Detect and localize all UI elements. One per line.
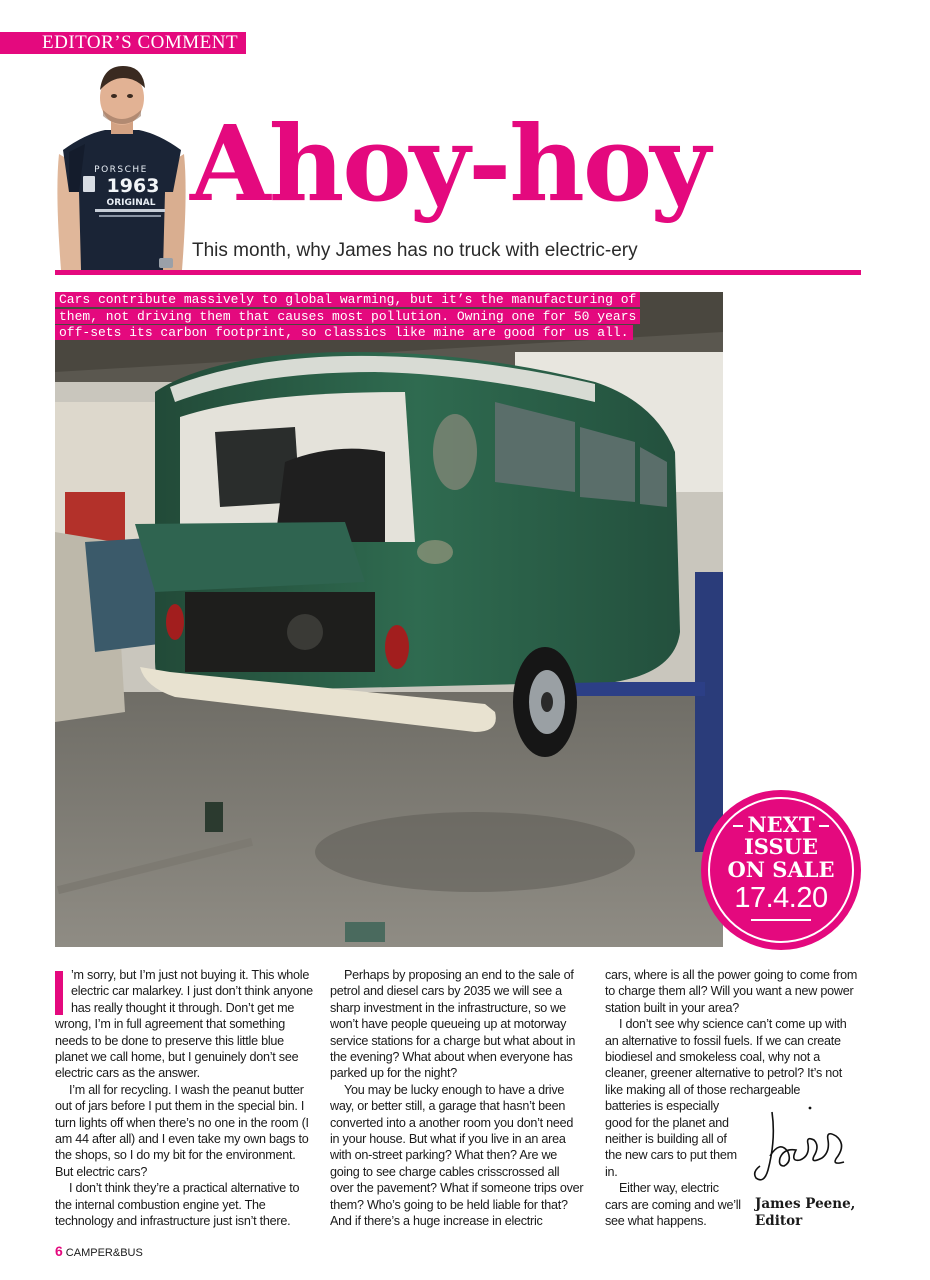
badge-underline: [751, 919, 811, 921]
campervan-photo: [55, 292, 723, 947]
page-folio: [55, 1243, 143, 1259]
signoff-role: Editor: [755, 1213, 803, 1229]
section-tag: EDITOR’S COMMENT: [0, 32, 246, 54]
editor-signature: [750, 1100, 860, 1190]
badge-line-issue: ISSUE: [743, 834, 818, 859]
paragraph: I don’t think they’re a practical alternative to the internal combustion engine yet. The technology and infrastructure just isn’t there.: [55, 1181, 300, 1229]
paragraph: Either way, electric cars are coming and we’ll see what happens.: [605, 1181, 741, 1229]
paragraph: cars, where is all the power going to come from to charge them all? Will you want a new power station built in your area?: [605, 968, 858, 1015]
badge-line-on-sale: ON SALE: [727, 857, 835, 882]
photo-caption-text: Cars contribute massively to global warming, but it’s the manufacturing of them, not driving them that causes most pollution. Owning one for 50 years off-sets its carbon footprint, so classics like mine are good for us all.: [55, 292, 640, 340]
editor-portrait: [55, 62, 188, 270]
shirt-label: ORIGINAL: [106, 198, 156, 208]
paragraph: I don’t see why science can’t come up with an alternative to fossil fuels. If we can create biodiesel and smokeless coal, why not a cleaner, greener alternative to petrol? It’s not like making all of those rechargeable: [605, 1017, 847, 1097]
next-issue-badge: [701, 790, 861, 950]
page-number: 6: [55, 1243, 63, 1259]
standfirst: This month, why James has no truck with electric-ery: [192, 240, 638, 261]
badge-line-next: NEXT: [747, 812, 815, 837]
paragraph: ’m sorry, but I’m just not buying it. This whole electric car malarkey. I just don’t think anyone has really thought it through. Don’t get me wrong, I’m in full agreement that something needs to be done to preserve this little blue planet we call home, but I genuinely don’t see electric cars as the answer.: [55, 968, 313, 1081]
badge-date: 17.4.20: [734, 882, 828, 914]
body-column-1: [55, 967, 313, 1230]
body-column-3: [605, 967, 861, 1230]
body-column-3-narrow: [605, 1098, 743, 1229]
paragraph: batteries is especially good for the planet and neither is building all of the new cars to put them in.: [605, 1099, 737, 1179]
signoff-name: James Peene,: [755, 1196, 856, 1212]
paragraph: Perhaps by proposing an end to the sale of petrol and diesel cars by 2035 we will see a sharp investment in the infrastructure, so we won’t have people queueing up at motorway service stations for a charge but what about in the evening? What about when everyone has parked up for the night?: [330, 968, 576, 1081]
signoff: [755, 1196, 855, 1230]
header-rule: [55, 270, 861, 275]
headline: Ahoy-hoy: [190, 102, 709, 225]
drop-cap: [55, 971, 63, 1015]
magazine-name: CAMPER&BUS: [65, 1247, 143, 1259]
shirt-brand: PORSCHE: [94, 165, 148, 175]
paragraph: You may be lucky enough to have a drive way, or better still, a garage that hasn’t been converted into a another room you don’t need in your house. But what if you live in an area with on-street parking? What then? Are we going to see charge cables crisscrossed all over the pavement? What if someone trips over them? Who’s going to be held liable for that? And if there’s a huge increase in electric: [330, 1082, 584, 1229]
photo-caption: [55, 292, 665, 342]
paragraph: I’m all for recycling. I wash the peanut butter out of jars before I put them in the special bin. I turn lights off when there’s no one in the room (I am 44 after all) and I even take my own bags to the shops, so I do my bit for the environment. But electric cars?: [55, 1082, 309, 1179]
body-column-2: [330, 967, 584, 1230]
shirt-year: 1963: [106, 175, 160, 197]
